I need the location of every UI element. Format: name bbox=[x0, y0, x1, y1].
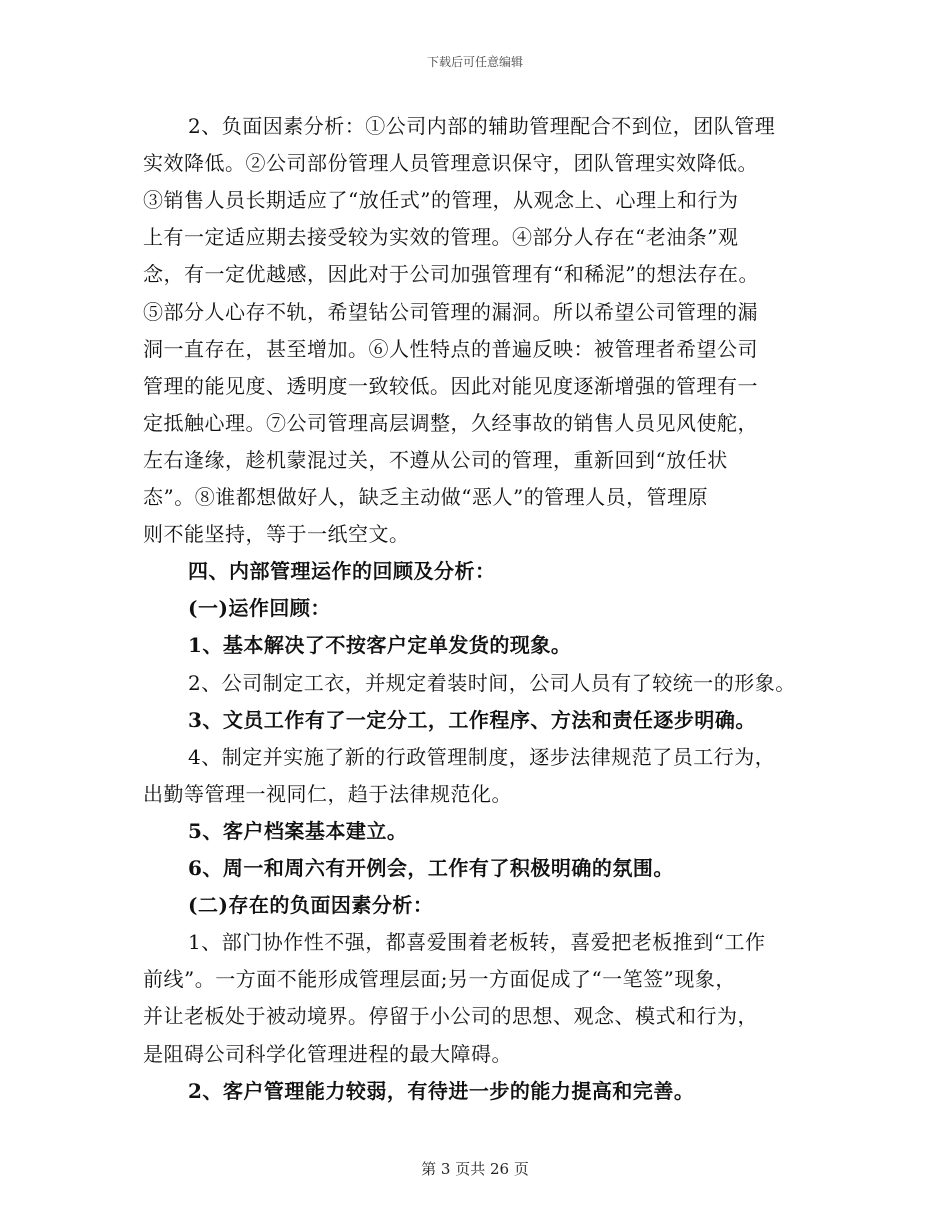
text-line: (二)存在的负面因素分析： bbox=[188, 893, 434, 918]
page-footer: 第 3 页共 26 页 bbox=[421, 1160, 529, 1178]
text-line: 1、部门协作性不强，都喜爱围着老板转，喜爱把老板推到“工作 bbox=[188, 930, 766, 955]
text-line: 是阻碍公司科学化管理进程的最大障碍。 bbox=[143, 1041, 512, 1066]
text-line: 1、基本解决了不按客户定单发货的现象。 bbox=[188, 633, 572, 658]
text-line: 态”。⑧谁都想做好人，缺乏主动做“恶人”的管理人员，管理原 bbox=[143, 485, 709, 509]
text-line: 定抵触心理。⑦公司管理高层调整，久经事故的销售人员见风使舵， bbox=[143, 410, 758, 435]
text-line: 4、制定并实施了新的行政管理制度，逐步法律规范了员工行为， bbox=[188, 744, 776, 769]
text-line: 2、负面因素分析：①公司内部的辅助管理配合不到位，团队管理 bbox=[188, 114, 776, 138]
text-line: 左右逢缘，趁机蒙混过关，不遵从公司的管理，重新回到“放任状 bbox=[143, 447, 728, 472]
text-line: 四、内部管理运作的回顾及分析： bbox=[188, 559, 496, 584]
text-line: 洞一直存在，甚至增加。⑥人性特点的普遍反映：被管理者希望公司 bbox=[143, 336, 758, 361]
text-line: 管理的能见度、透明度一致较低。因此对能见度逐渐增强的管理有一 bbox=[143, 373, 758, 398]
text-line: 2、公司制定工衣，并规定着装时间，公司人员有了较统一的形象。 bbox=[188, 670, 796, 695]
text-line: (一)运作回顾： bbox=[188, 596, 331, 621]
text-line: 则不能坚持，等于一纸空文。 bbox=[143, 522, 410, 547]
text-line: 6、周一和周六有开例会，工作有了积极明确的氛围。 bbox=[188, 856, 674, 880]
text-line: 并让老板处于被动境界。停留于小公司的思想、观念、模式和行为， bbox=[143, 1004, 758, 1029]
text-line: 出勤等管理一视同仁，趋于法律规范化。 bbox=[143, 781, 512, 806]
text-line: ⑤部分人心存不轨，希望钻公司管理的漏洞。所以希望公司管理的漏 bbox=[143, 299, 758, 324]
text-line: 实效降低。②公司部份管理人员管理意识保守，团队管理实效降低。 bbox=[143, 151, 758, 176]
text-line: 上有一定适应期去接受较为实效的管理。④部分人存在“老油条”观 bbox=[143, 225, 739, 250]
page-header: 下载后可任意编辑 bbox=[426, 55, 523, 69]
text-line: 念，有一定优越感，因此对于公司加强管理有“和稀泥”的想法存在。 bbox=[143, 262, 759, 287]
text-line: 5、客户档案基本建立。 bbox=[188, 818, 408, 843]
text-line: ③销售人员长期适应了“放任式”的管理，从观念上、心理上和行为 bbox=[143, 188, 739, 213]
text-line: 前线”。一方面不能形成管理层面;另一方面促成了“一笔签”现象， bbox=[143, 967, 736, 992]
text-line: 2、客户管理能力较弱，有待进一步的能力提高和完善。 bbox=[188, 1078, 695, 1103]
text-line: 3、文员工作有了一定分工，工作程序、方法和责任逐步明确。 bbox=[188, 707, 756, 732]
